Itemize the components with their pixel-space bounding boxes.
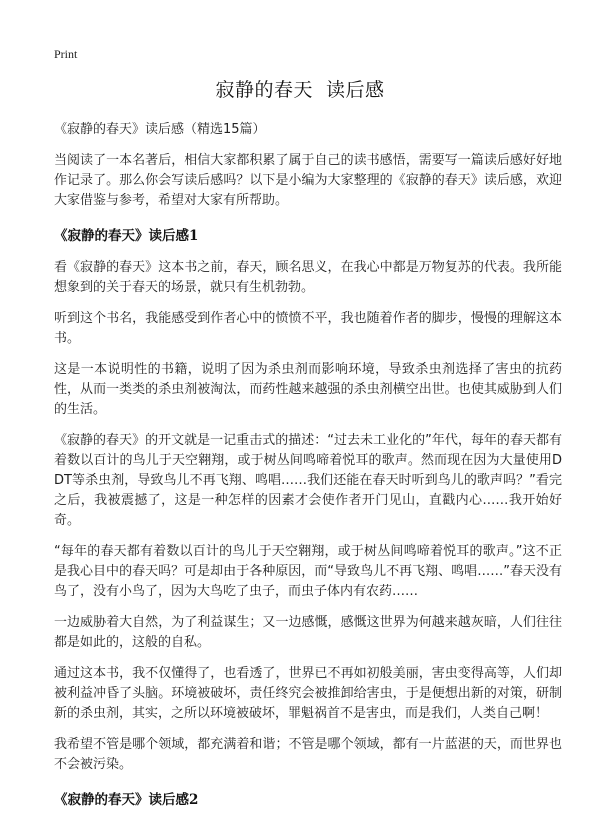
document-body <box>54 120 562 822</box>
section-1-paragraph-3: 这是一本说明性的书籍，说明了因为杀虫剂而影响环境，导致杀虫剂选择了害虫的抗药性，从而一类类的杀虫剂被淘汰，而药性越来越强的杀虫剂横空出世。也使其威胁到人们的生活。 <box>54 362 562 417</box>
document-subtitle: 《寂静的春天》读后感（精选15篇） <box>54 122 266 137</box>
print-link[interactable]: Print <box>54 47 78 61</box>
section-1-paragraph-8: 我希望不管是哪个领域，都充满着和谐；不管是哪个领域，都有一片蓝湛的天，而世界也不会被污染。 <box>54 737 562 772</box>
section-1-paragraph-2: 听到这个书名，我能感受到作者心中的愤愤不平，我也随着作者的脚步，慢慢的理解这本书。 <box>54 311 562 346</box>
section-1-paragraph-1: 看《寂静的春天》这本书之前，春天，顾名思义，在我心中都是万物复苏的代表。我所能想象到的关于春天的场景，就只有生机勃勃。 <box>54 260 562 295</box>
section-1-paragraph-4: 《寂静的春天》的开文就是一记重击式的描述：“过去未工业化的”年代，每年的春天都有着数以百计的鸟儿于天空翱翔，或于树丛间鸣啼着悦耳的歌声。然而现在因为大量使用DDT等杀虫剂，导致鸟儿不再飞翔、鸣唱……我们还能在春天时听到鸟儿的歌声吗？”看完之后，我被震撼了，这是一种怎样的因素才会使作者开门见山，直戳内心……我开始好奇。 <box>54 433 562 528</box>
section-1-paragraph-5: “每年的春天都有着数以百计的鸟儿于天空翱翔，或于树丛间鸣啼着悦耳的歌声。”这不正是我心目中的春天吗？可是却由于各种原因，而“导致鸟儿不再飞翔、鸣唱……”春天没有鸟了，没有小鸟了，因为大鸟吃了虫子，而虫子体内有农药…… <box>54 544 562 599</box>
section-1-paragraph-6: 一边威胁着大自然，为了利益谋生；又一边感慨，感慨这世界为何越来越灰暗，人们往往都是如此的，这般的自私。 <box>54 615 562 650</box>
section-1-paragraph-7: 通过这本书，我不仅懂得了，也看透了，世界已不再如初般美丽，害虫变得高等，人们却被利益冲昏了头脑。环境被破坏，责任终究会被推卸给害虫，于是便想出新的对策，研制新的杀虫剂，其实，之所以环境被破坏，罪魁祸首不是害虫，而是我们，人类自己啊！ <box>54 666 562 721</box>
section-heading-1: 《寂静的春天》读后感1 <box>54 228 199 244</box>
document-title: 寂静的春天 读后感 <box>215 79 385 101</box>
intro-paragraph: 当阅读了一本名著后，相信大家都积累了属于自己的读书感悟，需要写一篇读后感好好地作记录了。那么你会写读后感吗？以下是小编为大家整理的《寂静的春天》读后感，欢迎大家借鉴与参考，希望对大家有所帮助。 <box>54 153 562 208</box>
section-heading-2: 《寂静的春天》读后感2 <box>54 792 199 808</box>
